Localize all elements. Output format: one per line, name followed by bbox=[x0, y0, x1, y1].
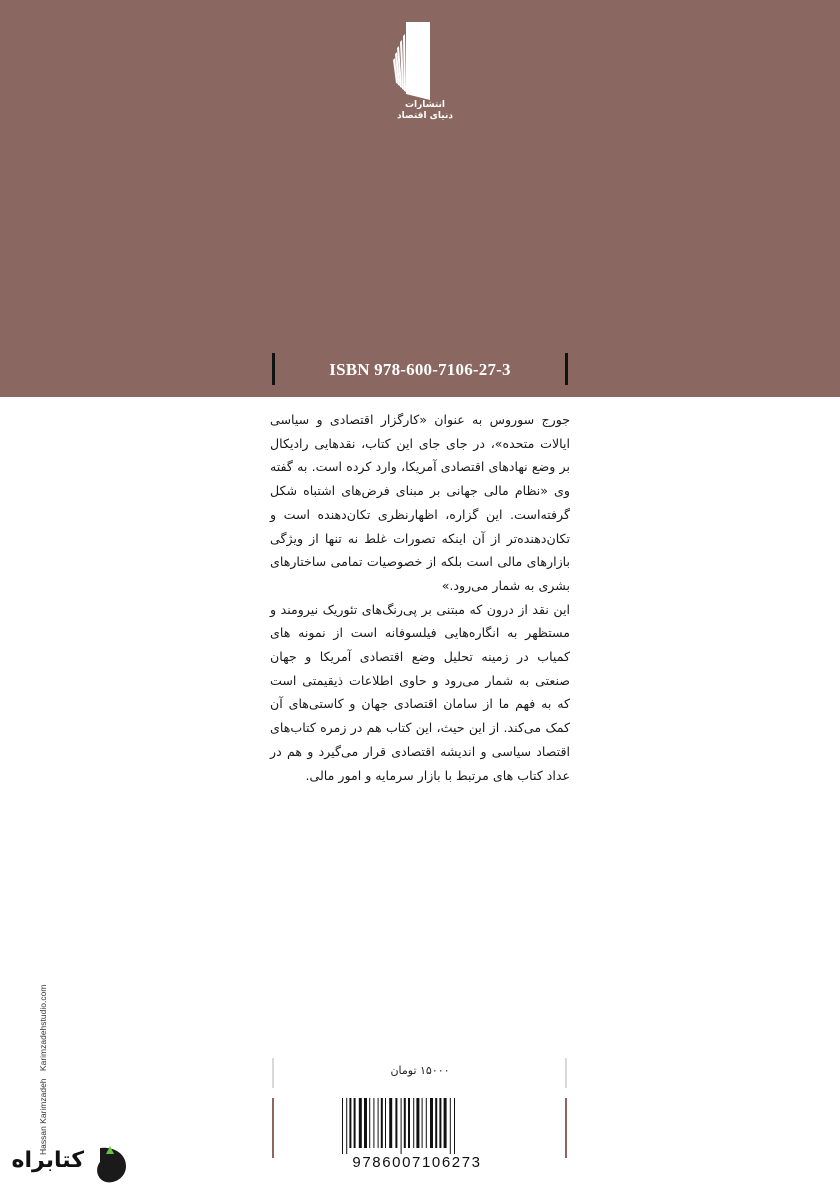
designer-site: Karimzadehstudio.com bbox=[38, 984, 48, 1072]
designer-credit bbox=[38, 985, 48, 1160]
blurb-paragraph: جورج سوروس به عنوان «کارگزار اقتصادی و سیاسی ایالات متحده»، در جای جای این کتاب، نقدهایی رادیکال بر وضع نهادهای اقتصادی آمریکا، وارد کرده است. به گفته وی «نظام مالی جهانی بر مبنای فرض‌های اشتباه شکل گرفته‌است. این گزاره، اظهارنظری تکان‌دهنده است و تکان‌دهنده‌تر از آن اینکه تصورات غلط نه تنها از ویژگی بازارهای مالی است بلکه از خصوصیات تمامی ساختارهای بشری به شمار می‌رود.» bbox=[270, 412, 570, 593]
isbn-text: ISBN 978-600-7106-27-3 bbox=[329, 360, 511, 379]
ketabrah-watermark: کتابراه bbox=[11, 1148, 84, 1173]
barcode-block bbox=[270, 1098, 570, 1178]
barcode-icon bbox=[340, 1098, 490, 1154]
designer-name: Hassan Karimzadeh bbox=[38, 1078, 48, 1155]
publisher-name-line1: انتشارات bbox=[405, 100, 445, 110]
publisher-name-line2: دنیای اقتصاد bbox=[397, 111, 453, 121]
barcode-number: 9786007106273 bbox=[352, 1154, 482, 1171]
price-block bbox=[270, 1058, 570, 1090]
back-cover-blurb bbox=[270, 408, 570, 787]
publisher-name bbox=[388, 100, 462, 122]
blurb-paragraph: این نقد از درون که مبتنی بر پی‌رنگ‌های تئوریک نیرومند و مستظهر به انگاره‌هایی فیلسوفانه است از نمونه‌ های کمیاب در زمینه تحلیل وضع اقتصادی آمریکا و جهان صنعتی به شمار می‌رود و حاوی اطلاعات ذیقیمتی است که به فهم ما از سامان اقتصادی جهان و کاستی‌های آن کمک می‌کند. از این حیث، این کتاب هم در زمره کتاب‌های اقتصاد سیاسی و اندیشه اقتصادی قرار می‌گیرد و هم در عداد کتاب‌ های مرتبط با بازار سرمایه و امور مالی. bbox=[270, 601, 570, 783]
isbn-block bbox=[270, 353, 570, 387]
price-label: ۱۵۰۰۰ تومان bbox=[390, 1064, 450, 1077]
barcode-right-tick bbox=[565, 1098, 567, 1158]
barcode-left-tick bbox=[272, 1098, 274, 1158]
